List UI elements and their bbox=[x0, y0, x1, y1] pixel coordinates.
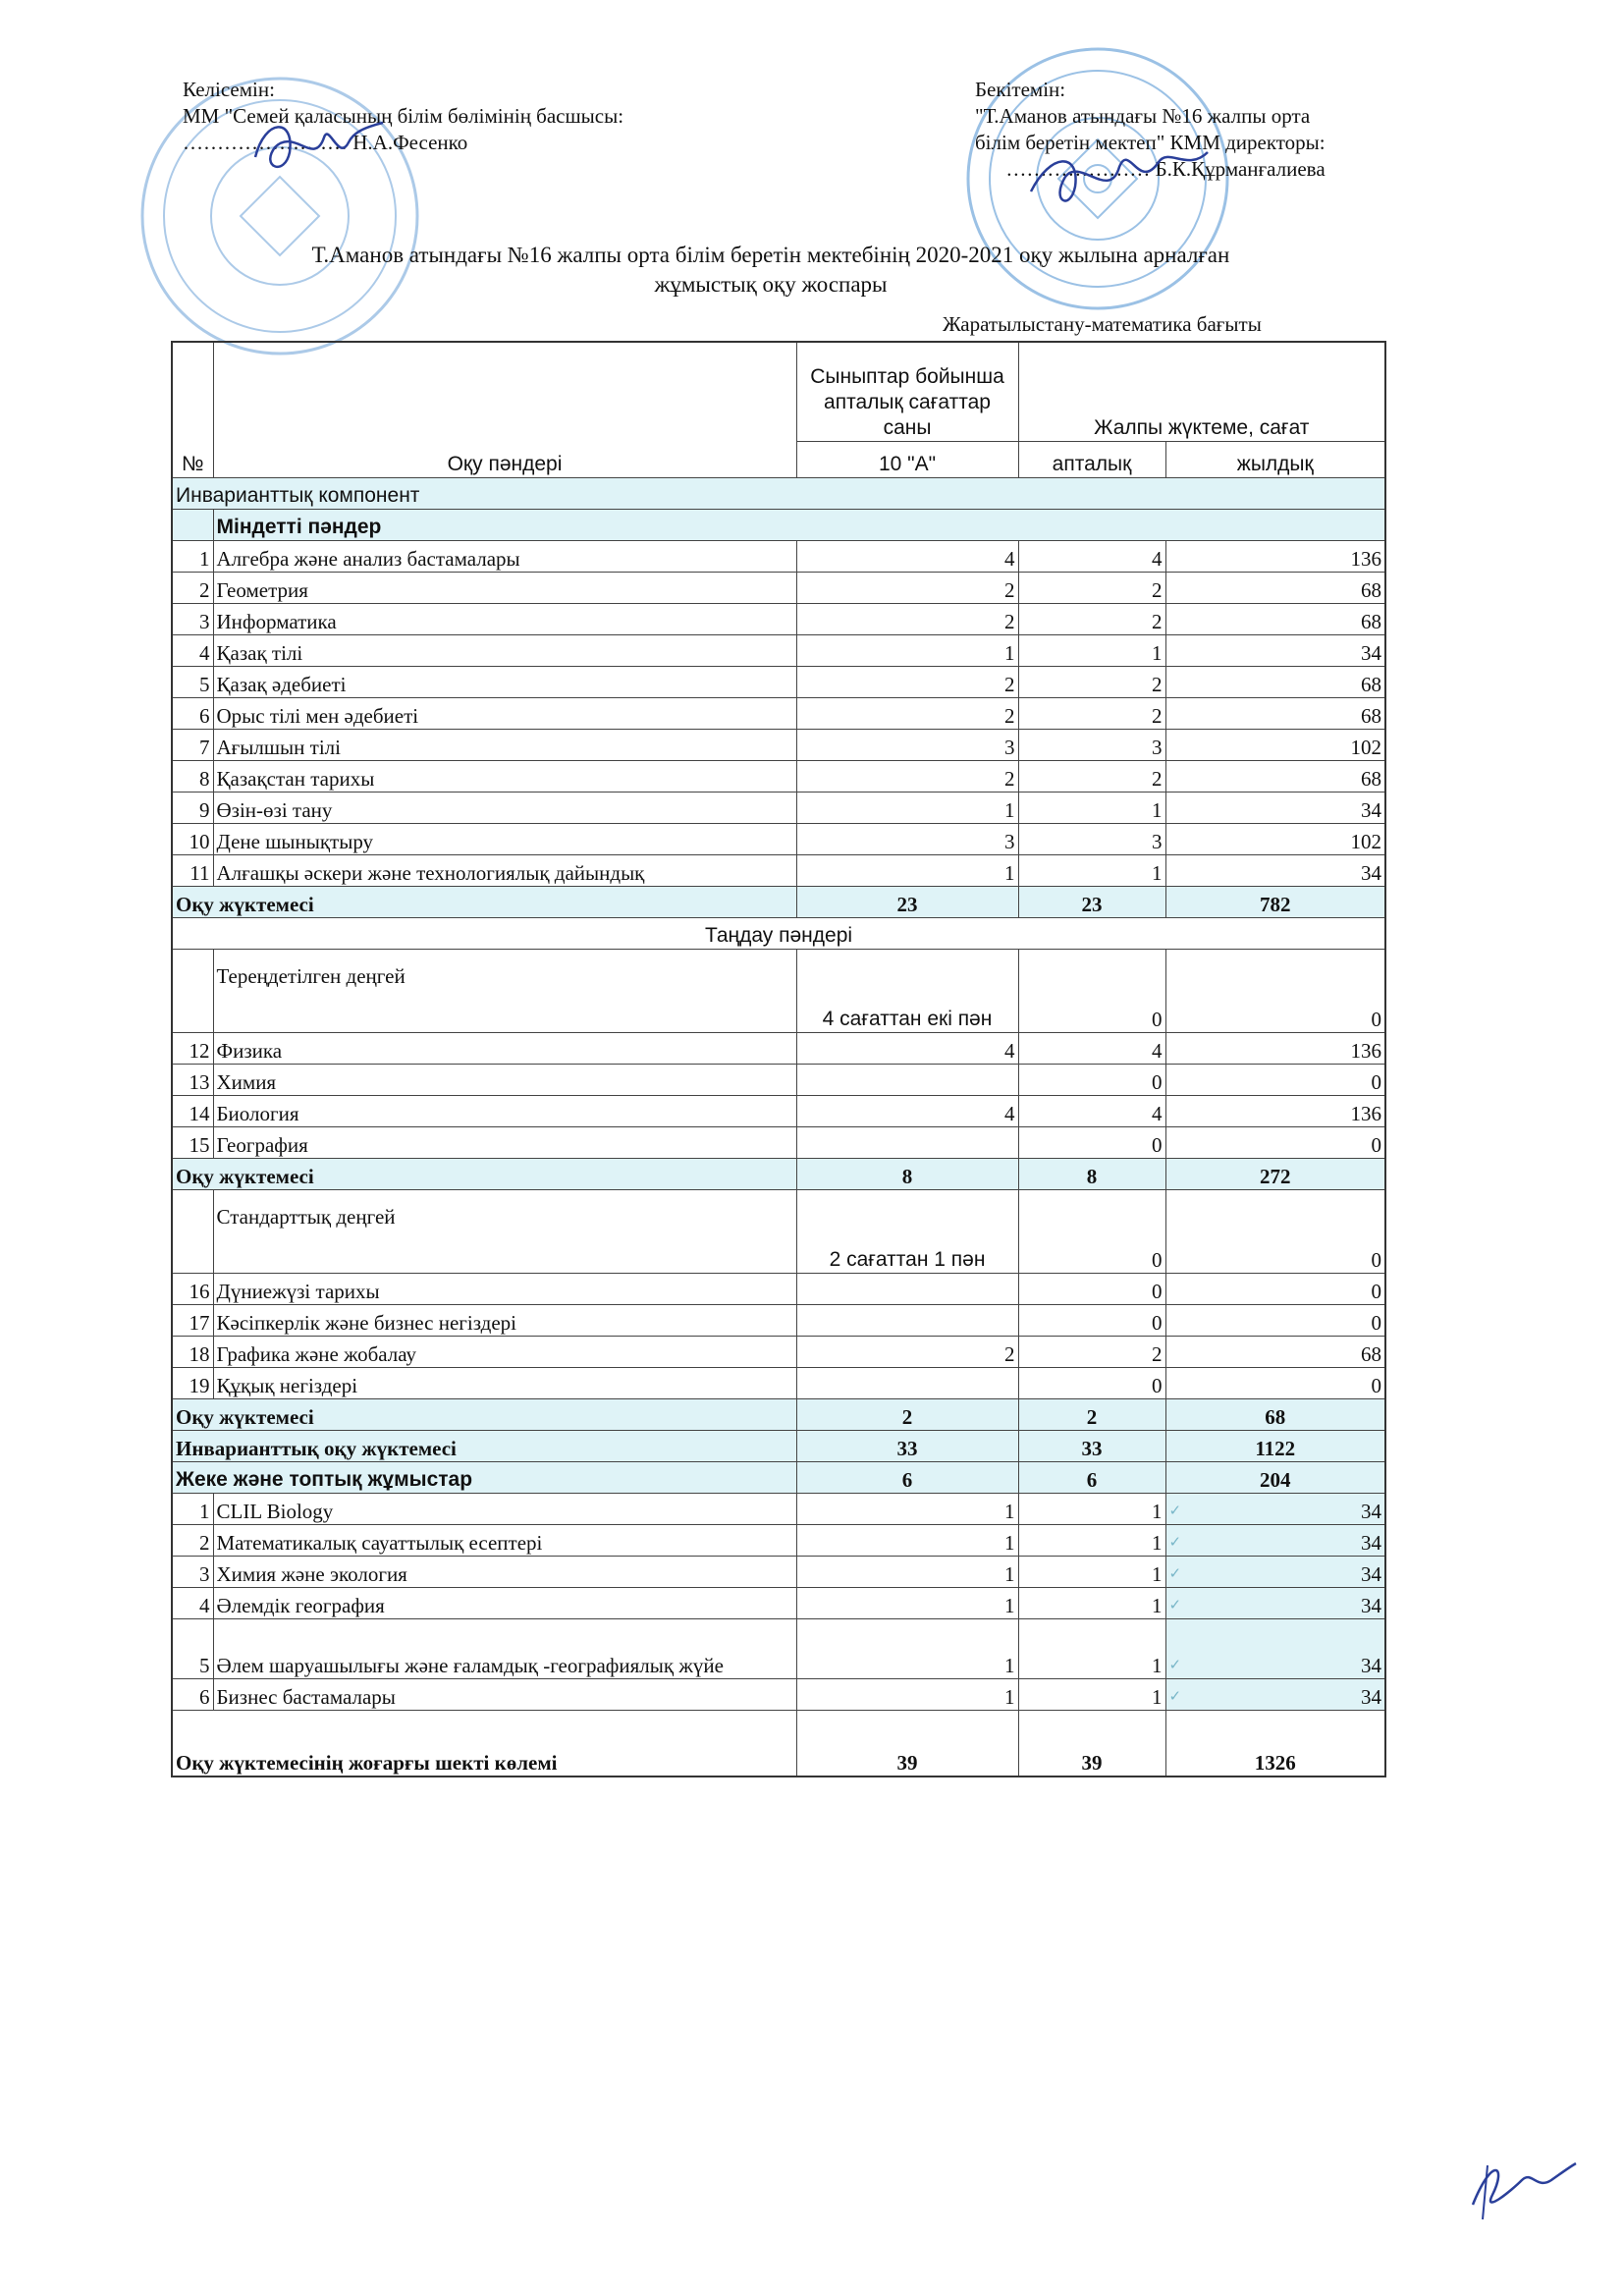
yearly-hours: 68 bbox=[1165, 573, 1385, 604]
subject-name: Қазақстан тарихы bbox=[213, 761, 796, 793]
level-weekly: 0 bbox=[1018, 950, 1165, 1033]
max-load-row bbox=[172, 1711, 1385, 1777]
check-mark-icon: ✓ bbox=[1168, 1535, 1182, 1551]
class-hours: 4 bbox=[796, 1096, 1018, 1127]
yearly-hours: 102 bbox=[1165, 730, 1385, 761]
blank-cell bbox=[172, 1190, 213, 1274]
class-hours bbox=[796, 1065, 1018, 1096]
table-row bbox=[172, 1619, 1385, 1679]
head-class-10a: 10 "А" bbox=[796, 442, 1018, 478]
subject-name: География bbox=[213, 1127, 796, 1159]
yearly-value: 34 bbox=[1361, 1562, 1382, 1586]
table-row bbox=[172, 824, 1385, 855]
group-work-row bbox=[172, 1462, 1385, 1494]
yearly-hours bbox=[1165, 1557, 1385, 1588]
weekly-hours: 0 bbox=[1018, 1127, 1165, 1159]
class-hours: 1 bbox=[796, 635, 1018, 667]
class-hours: 2 bbox=[796, 667, 1018, 698]
weekly-hours: 2 bbox=[1018, 761, 1165, 793]
group-work-yearly: 204 bbox=[1165, 1462, 1385, 1494]
weekly-hours: 1 bbox=[1018, 855, 1165, 887]
table-row bbox=[172, 1588, 1385, 1619]
subject-name: Графика және жобалау bbox=[213, 1337, 796, 1368]
subject-name: Дүниежүзі тарихы bbox=[213, 1274, 796, 1305]
weekly-hours: 1 bbox=[1018, 1588, 1165, 1619]
weekly-hours: 4 bbox=[1018, 541, 1165, 573]
check-mark-icon: ✓ bbox=[1168, 1658, 1182, 1673]
title-line-2: жұмыстық оқу жоспары bbox=[654, 272, 888, 297]
yearly-hours: 34 bbox=[1165, 855, 1385, 887]
subject-name: Бизнес бастамалары bbox=[213, 1679, 796, 1711]
yearly-hours bbox=[1165, 1494, 1385, 1525]
approved-label: Бекітемін: bbox=[975, 78, 1066, 101]
total-class: 33 bbox=[796, 1431, 1018, 1462]
table-row bbox=[172, 1033, 1385, 1065]
approved-org: "Т.Аманов атындағы №16 жалпы орта bbox=[975, 104, 1311, 128]
weekly-hours: 1 bbox=[1018, 1525, 1165, 1557]
row-number: 16 bbox=[172, 1274, 213, 1305]
table-row bbox=[172, 761, 1385, 793]
class-hours: 2 bbox=[796, 604, 1018, 635]
yearly-hours: 0 bbox=[1165, 1127, 1385, 1159]
yearly-hours: 0 bbox=[1165, 1368, 1385, 1399]
subject-name: Орыс тілі мен әдебиеті bbox=[213, 698, 796, 730]
load-total-row bbox=[172, 1159, 1385, 1190]
total-class: 2 bbox=[796, 1399, 1018, 1431]
total-label: Оқу жүктемесі bbox=[172, 1399, 796, 1431]
head-no: № bbox=[172, 342, 213, 478]
weekly-hours: 1 bbox=[1018, 1557, 1165, 1588]
class-hours: 2 bbox=[796, 698, 1018, 730]
row-number: 14 bbox=[172, 1096, 213, 1127]
weekly-hours: 1 bbox=[1018, 1679, 1165, 1711]
total-weekly: 2 bbox=[1018, 1399, 1165, 1431]
section-row bbox=[172, 478, 1385, 510]
section-elective: Таңдау пәндері bbox=[172, 918, 1385, 950]
yearly-hours: 34 bbox=[1165, 635, 1385, 667]
class-hours: 3 bbox=[796, 730, 1018, 761]
subject-name: Алгебра және анализ бастамалары bbox=[213, 541, 796, 573]
yearly-value: 34 bbox=[1361, 1654, 1382, 1677]
weekly-hours: 0 bbox=[1018, 1368, 1165, 1399]
table-row bbox=[172, 1525, 1385, 1557]
subject-name: Өзін-өзі тану bbox=[213, 793, 796, 824]
row-number: 2 bbox=[172, 1525, 213, 1557]
row-number: 6 bbox=[172, 698, 213, 730]
signature-corner bbox=[1453, 2136, 1581, 2224]
row-number: 7 bbox=[172, 730, 213, 761]
head-total-load: Жалпы жүктеме, сағат bbox=[1018, 342, 1385, 442]
section-row bbox=[172, 918, 1385, 950]
group-work-class: 6 bbox=[796, 1462, 1018, 1494]
row-number: 15 bbox=[172, 1127, 213, 1159]
document-title bbox=[172, 241, 1370, 300]
class-hours: 1 bbox=[796, 1525, 1018, 1557]
class-hours: 4 bbox=[796, 1033, 1018, 1065]
subject-name: Әлем шаруашылығы және ғаламдық -географиялық жүйе bbox=[213, 1619, 796, 1679]
subject-name: Дене шынықтыру bbox=[213, 824, 796, 855]
weekly-hours: 2 bbox=[1018, 667, 1165, 698]
weekly-hours: 0 bbox=[1018, 1305, 1165, 1337]
weekly-hours: 0 bbox=[1018, 1274, 1165, 1305]
subject-name: Информатика bbox=[213, 604, 796, 635]
section-invariant: Инварианттық компонент bbox=[172, 478, 1385, 510]
table-row bbox=[172, 667, 1385, 698]
total-class: 39 bbox=[796, 1711, 1018, 1777]
subject-name: Әлемдік география bbox=[213, 1588, 796, 1619]
total-weekly: 33 bbox=[1018, 1431, 1165, 1462]
table-row bbox=[172, 793, 1385, 824]
signature-left bbox=[245, 108, 393, 187]
row-number: 1 bbox=[172, 1494, 213, 1525]
total-yearly: 782 bbox=[1165, 887, 1385, 918]
class-hours: 1 bbox=[796, 1588, 1018, 1619]
load-total-row bbox=[172, 1399, 1385, 1431]
table-row bbox=[172, 855, 1385, 887]
row-number: 6 bbox=[172, 1679, 213, 1711]
table-row bbox=[172, 573, 1385, 604]
table-row bbox=[172, 1305, 1385, 1337]
table-row bbox=[172, 730, 1385, 761]
yearly-hours: 136 bbox=[1165, 1096, 1385, 1127]
weekly-hours: 3 bbox=[1018, 730, 1165, 761]
subject-name: Геометрия bbox=[213, 573, 796, 604]
total-label: Оқу жүктемесі bbox=[172, 887, 796, 918]
yearly-hours: 136 bbox=[1165, 541, 1385, 573]
table-row bbox=[172, 1679, 1385, 1711]
subject-name: Химия bbox=[213, 1065, 796, 1096]
class-hours: 1 bbox=[796, 1679, 1018, 1711]
level-row bbox=[172, 950, 1385, 1033]
agreed-org: ММ "Семей қаласының білім бөлімінің басшысы: bbox=[183, 104, 624, 128]
weekly-hours: 2 bbox=[1018, 698, 1165, 730]
yearly-hours: 0 bbox=[1165, 1065, 1385, 1096]
row-number: 4 bbox=[172, 1588, 213, 1619]
class-hours: 2 bbox=[796, 761, 1018, 793]
total-weekly: 8 bbox=[1018, 1159, 1165, 1190]
total-class: 23 bbox=[796, 887, 1018, 918]
head-yearly: жылдық bbox=[1165, 442, 1385, 478]
yearly-hours: 0 bbox=[1165, 1274, 1385, 1305]
yearly-hours bbox=[1165, 1588, 1385, 1619]
table-row bbox=[172, 1065, 1385, 1096]
row-number: 5 bbox=[172, 1619, 213, 1679]
row-number: 17 bbox=[172, 1305, 213, 1337]
total-class: 8 bbox=[796, 1159, 1018, 1190]
level-label: Стандарттық деңгей bbox=[213, 1190, 796, 1274]
level-class-note: 4 сағаттан екі пән bbox=[796, 950, 1018, 1033]
level-row bbox=[172, 1190, 1385, 1274]
level-label: Тереңдетілген деңгей bbox=[213, 950, 796, 1033]
row-number: 4 bbox=[172, 635, 213, 667]
approved-signer: ………………… Б.К.Құрманғалиева bbox=[1005, 157, 1326, 181]
total-yearly: 68 bbox=[1165, 1399, 1385, 1431]
group-work-label: Жеке және топтық жұмыстар bbox=[172, 1462, 796, 1494]
weekly-hours: 1 bbox=[1018, 793, 1165, 824]
table-row bbox=[172, 635, 1385, 667]
class-hours bbox=[796, 1274, 1018, 1305]
yearly-value: 34 bbox=[1361, 1594, 1382, 1617]
yearly-hours: 68 bbox=[1165, 667, 1385, 698]
class-hours: 1 bbox=[796, 855, 1018, 887]
weekly-hours: 3 bbox=[1018, 824, 1165, 855]
class-hours: 4 bbox=[796, 541, 1018, 573]
total-label: Инварианттық оқу жүктемесі bbox=[172, 1431, 796, 1462]
title-line-1: Т.Аманов атындағы №16 жалпы орта білім беретін мектебінің 2020-2021 оқу жылына арналған bbox=[311, 243, 1230, 267]
subject-name: Физика bbox=[213, 1033, 796, 1065]
yearly-hours: 0 bbox=[1165, 1305, 1385, 1337]
yearly-value: 34 bbox=[1361, 1531, 1382, 1555]
invariant-load-row bbox=[172, 1431, 1385, 1462]
row-number: 9 bbox=[172, 793, 213, 824]
class-hours bbox=[796, 1127, 1018, 1159]
level-weekly: 0 bbox=[1018, 1190, 1165, 1274]
class-hours: 2 bbox=[796, 1337, 1018, 1368]
total-yearly: 1122 bbox=[1165, 1431, 1385, 1462]
class-hours: 1 bbox=[796, 1619, 1018, 1679]
class-hours: 1 bbox=[796, 793, 1018, 824]
curriculum-table-body bbox=[172, 342, 1385, 1777]
row-number: 12 bbox=[172, 1033, 213, 1065]
group-work-weekly: 6 bbox=[1018, 1462, 1165, 1494]
yearly-hours bbox=[1165, 1619, 1385, 1679]
table-row bbox=[172, 1274, 1385, 1305]
total-label: Оқу жүктемесі bbox=[172, 1159, 796, 1190]
subject-name: Құқық негіздері bbox=[213, 1368, 796, 1399]
row-number: 8 bbox=[172, 761, 213, 793]
load-total-row bbox=[172, 887, 1385, 918]
table-row bbox=[172, 1337, 1385, 1368]
weekly-hours: 0 bbox=[1018, 1065, 1165, 1096]
section-mandatory: Міндетті пәндер bbox=[213, 510, 1385, 541]
signature-right bbox=[1021, 133, 1218, 221]
subject-name: Кәсіпкерлік және бизнес негіздері bbox=[213, 1305, 796, 1337]
row-number: 13 bbox=[172, 1065, 213, 1096]
agreed-label: Келісемін: bbox=[183, 78, 275, 101]
section-row bbox=[172, 510, 1385, 541]
blank-cell bbox=[172, 950, 213, 1033]
total-yearly: 272 bbox=[1165, 1159, 1385, 1190]
class-hours: 2 bbox=[796, 573, 1018, 604]
yearly-value: 34 bbox=[1361, 1500, 1382, 1523]
subject-name: Математикалық сауаттылық есептері bbox=[213, 1525, 796, 1557]
row-number: 10 bbox=[172, 824, 213, 855]
weekly-hours: 1 bbox=[1018, 1619, 1165, 1679]
table-row bbox=[172, 1557, 1385, 1588]
subject-name: Ағылшын тілі bbox=[213, 730, 796, 761]
total-yearly: 1326 bbox=[1165, 1711, 1385, 1777]
class-hours bbox=[796, 1368, 1018, 1399]
row-number: 2 bbox=[172, 573, 213, 604]
row-number: 11 bbox=[172, 855, 213, 887]
weekly-hours: 2 bbox=[1018, 573, 1165, 604]
weekly-hours: 4 bbox=[1018, 1096, 1165, 1127]
weekly-hours: 4 bbox=[1018, 1033, 1165, 1065]
row-number: 5 bbox=[172, 667, 213, 698]
subject-name: Қазақ тілі bbox=[213, 635, 796, 667]
table-row bbox=[172, 541, 1385, 573]
head-subjects: Оқу пәндері bbox=[213, 342, 796, 478]
head-weekly-by-class: Сыныптар бойынша апталық сағаттар саны bbox=[796, 342, 1018, 442]
weekly-hours: 1 bbox=[1018, 1494, 1165, 1525]
row-number: 3 bbox=[172, 1557, 213, 1588]
check-mark-icon: ✓ bbox=[1168, 1598, 1182, 1613]
weekly-hours: 1 bbox=[1018, 635, 1165, 667]
row-number: 3 bbox=[172, 604, 213, 635]
row-number: 1 bbox=[172, 541, 213, 573]
subject-name: Биология bbox=[213, 1096, 796, 1127]
yearly-hours: 34 bbox=[1165, 793, 1385, 824]
yearly-hours: 68 bbox=[1165, 698, 1385, 730]
level-yearly: 0 bbox=[1165, 950, 1385, 1033]
table-row bbox=[172, 1127, 1385, 1159]
approved-role: білім беретін мектеп" КММ директоры: bbox=[975, 131, 1326, 154]
subject-name: Химия және экология bbox=[213, 1557, 796, 1588]
class-hours: 1 bbox=[796, 1494, 1018, 1525]
table-row bbox=[172, 604, 1385, 635]
table-row bbox=[172, 1368, 1385, 1399]
subject-name: Қазақ әдебиеті bbox=[213, 667, 796, 698]
level-class-note: 2 сағаттан 1 пән bbox=[796, 1190, 1018, 1274]
class-hours: 1 bbox=[796, 1557, 1018, 1588]
total-weekly: 39 bbox=[1018, 1711, 1165, 1777]
table-head-row bbox=[172, 342, 1385, 442]
subject-name: CLIL Biology bbox=[213, 1494, 796, 1525]
class-hours bbox=[796, 1305, 1018, 1337]
head-weekly: апталық bbox=[1018, 442, 1165, 478]
class-hours: 3 bbox=[796, 824, 1018, 855]
check-mark-icon: ✓ bbox=[1168, 1503, 1182, 1519]
yearly-hours: 68 bbox=[1165, 604, 1385, 635]
yearly-hours bbox=[1165, 1679, 1385, 1711]
study-direction: Жаратылыстану-математика бағыты bbox=[943, 312, 1262, 336]
row-number: 18 bbox=[172, 1337, 213, 1368]
total-weekly: 23 bbox=[1018, 887, 1165, 918]
level-yearly: 0 bbox=[1165, 1190, 1385, 1274]
weekly-hours: 2 bbox=[1018, 604, 1165, 635]
total-label: Оқу жүктемесінің жоғарғы шекті көлемі bbox=[172, 1711, 796, 1777]
table-row bbox=[172, 698, 1385, 730]
yearly-hours: 68 bbox=[1165, 761, 1385, 793]
yearly-hours: 68 bbox=[1165, 1337, 1385, 1368]
yearly-hours: 102 bbox=[1165, 824, 1385, 855]
yearly-hours bbox=[1165, 1525, 1385, 1557]
table-row bbox=[172, 1096, 1385, 1127]
yearly-hours: 136 bbox=[1165, 1033, 1385, 1065]
row-number: 19 bbox=[172, 1368, 213, 1399]
yearly-value: 34 bbox=[1361, 1685, 1382, 1709]
subject-name: Алғашқы әскери және технологиялық дайындық bbox=[213, 855, 796, 887]
table-row bbox=[172, 1494, 1385, 1525]
check-mark-icon: ✓ bbox=[1168, 1689, 1182, 1705]
weekly-hours: 2 bbox=[1018, 1337, 1165, 1368]
agreed-signer: …………………… Н.А.Фесенко bbox=[183, 131, 468, 154]
check-mark-icon: ✓ bbox=[1168, 1566, 1182, 1582]
curriculum-table bbox=[171, 341, 1386, 1777]
